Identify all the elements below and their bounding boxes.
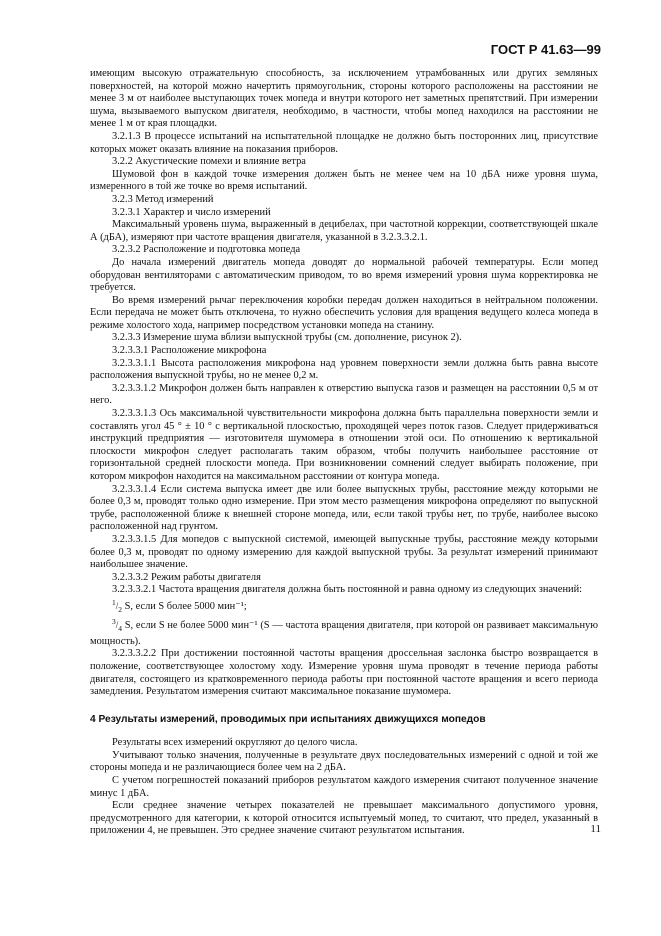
paragraph: 3.2.3.3.2 Режим работы двигателя <box>112 571 261 583</box>
paragraph: имеющим высокую отражательную способность, за исключением утрамбованных или других земляных поверхностей, на которой можно начертить прямоугольник, стороны которого расположены на расстоянии не менее 3 м от наиболее выступающих точек мопеда и внутри которого нет заметных препятствий. При измерении шума, вызываемого выпуском двигателя, необходимо, в частности, чтобы мопед находился на расстоянии не менее 1 м от края площадки. <box>90 68 598 130</box>
fraction: $^1/_2$ <box>112 597 123 614</box>
paragraph: 3.2.3.2 Расположение и подготовка мопеда <box>112 244 301 256</box>
standard-header: ГОСТ Р 41.63—99 <box>490 42 601 57</box>
paragraph: 3.2.3.3.2.2 При достижении постоянной частоты вращения дроссельная заслонка быстро возвращается в положение, соответствующее холостому ходу. Измерение уровня шума проводят в течение периода работы двигателя, состоящего из кратковременного периода работы при постоянной частоте вращения и всего периода замедления. Результатом измерения считают максимальное показание шумомера. <box>90 648 598 698</box>
section-title: 4 Результаты измерений, проводимых при испытаниях движущихся мопедов <box>90 713 486 725</box>
page-number: 11 <box>590 823 601 835</box>
formula-text: S, если S не более 5000 мин⁻¹ (S — частота вращения двигателя, при которой он развивает максимальную мощность). <box>90 620 598 647</box>
paragraph: До начала измерений двигатель мопеда доводят до нормальной рабочей температуры. Если мопед оборудован вентиляторами с автоматическим приводом, то во время измерений уровня шума корректировка не требуется. <box>90 256 598 294</box>
paragraph: Максимальный уровень шума, выраженный в децибелах, при частотной коррекции, соответствующей шкале А (дБА), измеряют при частоте вращения двигателя, указанной в 3.2.3.3.2.1. <box>90 219 598 243</box>
document-body <box>90 68 598 838</box>
paragraph: С учетом погрешностей показаний приборов результатом каждого измерения считают полученное значение минус 1 дБА. <box>90 775 598 799</box>
paragraph: 3.2.3.3.1.4 Если система выпуска имеет две или более выпускных трубы, расстояние между которыми не более 0,3 м, проводят только одно измерение. При этом место размещения микрофона определяют по выпускной трубе, расположенной ближе к внешней стороне мопеда, или, если такой трубы нет, по трубе, наиболее высоко расположенной над грунтом. <box>90 483 598 533</box>
paragraph: Результаты всех измерений округляют до целого числа. <box>112 737 358 749</box>
paragraph: 3.2.3.3.2.1 Частота вращения двигателя должна быть постоянной и равна одному из следующих значений: <box>112 584 583 596</box>
paragraph: 3.2.1.3 В процессе испытаний на испытательной площадке не должно быть посторонних лиц, присутствие которых может оказать влияние на показания приборов. <box>90 130 598 155</box>
paragraph: 3.2.3.3.1.2 Микрофон должен быть направлен к отверстию выпуска газов и размещен на расстоянии 0,5 м от него. <box>90 382 598 407</box>
paragraph: Шумовой фон в каждой точке измерения должен быть не менее чем на 10 дБА ниже уровня шума, измеренного в той же точке во время испытаний. <box>90 168 598 193</box>
paragraph: Если среднее значение четырех показателей не превышает максимального допустимого уровня, предусмотренного для категории, к которой относится испытуемый мопед, то считают, что предел, указанный в приложении 4, не превышен. Это среднее значение считают результатом испытания. <box>90 800 598 837</box>
formula-text: S, если S более 5000 мин⁻¹; <box>124 600 247 612</box>
paragraph: 3.2.2 Акустические помехи и влияние ветра <box>112 156 306 168</box>
fraction: $^3/_4$ <box>112 617 123 634</box>
formula-line <box>90 597 598 616</box>
paragraph: 3.2.3 Метод измерений <box>112 193 214 205</box>
paragraph: Во время измерений рычаг переключения коробки передач должен находиться в нейтральном положении. Если передача не может быть отключена, то нужно обеспечить условия для вращения ведущего колеса мопеда в режиме холостого хода, например посредством установки мопеда на станину. <box>90 294 598 331</box>
paragraph: 3.2.3.3 Измерение шума вблизи выпускной трубы (см. дополнение, рисунок 2). <box>112 332 462 344</box>
paragraph: 3.2.3.3.1.5 Для мопедов с выпускной системой, имеющей выпускные трубы, расстояние между которыми более 0,3 м, проводят по одному измерению для каждой выпускной трубы. За результат измерений принимают наибольшее значение. <box>90 533 598 571</box>
formula-line <box>90 616 598 648</box>
paragraph: 3.2.3.1 Характер и число измерений <box>112 206 271 218</box>
paragraph: Учитывают только значения, полученные в результате двух последовательных измерений с одной и той же стороны мопеда и не различающиеся более чем на 2 дБА. <box>90 749 598 774</box>
paragraph: 3.2.3.3.1 Расположение микрофона <box>112 345 267 357</box>
paragraph: 3.2.3.3.1.1 Высота расположения микрофона над уровнем поверхности земли должна быть равна высоте расположения выпускной трубы, но не менее 0,2 м. <box>90 357 598 382</box>
paragraph: 3.2.3.3.1.3 Ось максимальной чувствительности микрофона должна быть параллельна поверхности земли и составлять угол 45 ° ± 10 ° с вертикальной плоскостью, проходящей через поток газов. Следует придерживаться инструкций предприятия — изготовителя шумомера в отношении этой оси. По отношению к вертикальной плоскости микрофон следует располагать таким образом, чтобы получить наибольшее расстояние от горизонтальной средней плоскости мопеда. При возникновении сомнений следует выбирать положение, при котором микрофон находится на максимальном расстоянии от контура мопеда. <box>90 408 598 482</box>
